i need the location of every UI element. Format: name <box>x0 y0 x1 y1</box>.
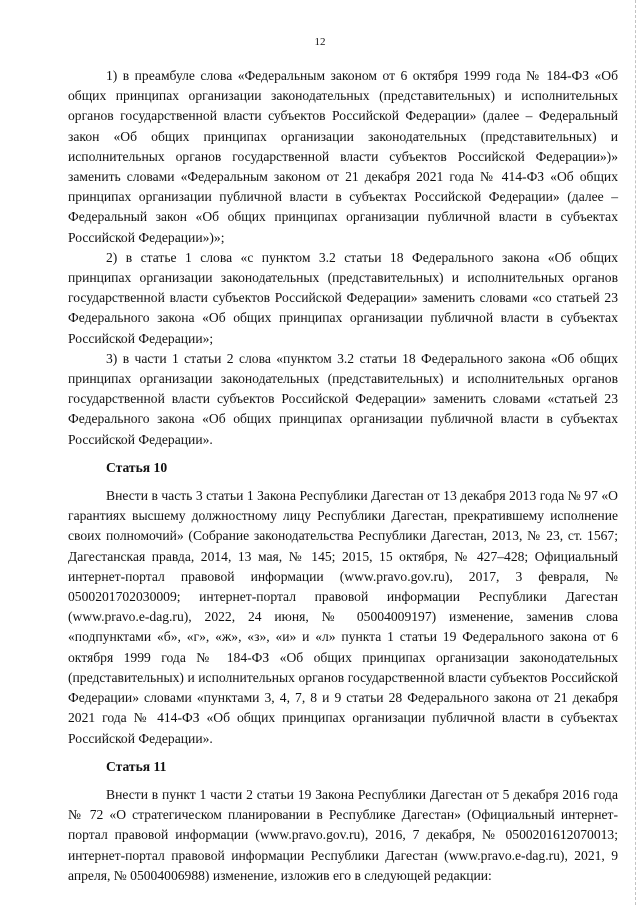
article-11-text: Внести в пункт 1 части 2 статьи 19 Закона Республики Дагестан от 5 декабря 2016 года № 72 «О стратегическом планировании в Республике Дагестан» (Официальный интернет-портал правовой информации (www.pravo.gov.ru), 2016, 7 декабря, № 0500201612070013; интернет-портал правовой информации Республики Дагестан (www.pravo.e-dag.ru), 2021, 9 апреля, № 05004006988) изменение, изложив его в следующей редакции: <box>68 786 618 883</box>
paragraph-item-3: 3) в части 1 статьи 2 слова «пунктом 3.2 статьи 18 Федерального закона «Об общих принципах организации законодательных (представительных) и исполнительных органов государственной власти субъектов Российской Федерации» заменить словами «статьей 23 Федерального закона «Об общих принципах организации публичной власти в субъектах Российской Федерации». <box>68 350 618 447</box>
page-number: 12 <box>314 36 326 48</box>
document-body <box>68 66 618 886</box>
scan-edge-line <box>634 0 636 905</box>
article-11-heading: Статья 11 <box>106 758 167 774</box>
article-10-heading: Статья 10 <box>106 459 168 475</box>
article-10-text: Внести в часть 3 статьи 1 Закона Республики Дагестан от 13 декабря 2013 года № 97 «О гарантиях высшему должностному лицу Республики Дагестан, прекратившему исполнение своих полномочий» (Собрание законодательства Республики Дагестан, 2013, № 23, ст. 1567; Дагестанская правда, 2014, 13 мая, № 145; 2015, 15 октября, № 427–428; Официальный интернет-портал правовой информации (www.pravo.gov.ru), 2017, 3 февраля, № 0500201702030009; интернет-портал правовой информации Республики Дагестан (www.pravo.e-dag.ru), 2022, 24 июня, № 05004009197) изменение, заменив слова «подпунктами «б», «г», «ж», «з», «и» и «л» пункта 1 статьи 19 Федерального закона от 6 октября 1999 года № 184-ФЗ «Об общих принципах организации законодательных (представительных) и исполнительных органов государственной власти субъектов Российской Федерации» словами «пунктами 3, 4, 7, 8 и 9 статьи 28 Федерального закона от 21 декабря 2021 года № 414-ФЗ «Об общих принципах организации публичной власти в субъектах Российской Федерации». <box>68 488 618 746</box>
paragraph-item-2: 2) в статье 1 слова «с пунктом 3.2 статьи 18 Федерального закона «Об общих принципах организации законодательных (представительных) и исполнительных органов государственной власти субъектов Российской Федерации» заменить словами «со статьей 23 Федерального закона «Об общих принципах организации публичной власти в субъектах Российской Федерации»; <box>68 249 618 346</box>
paragraph-item-1: 1) в преамбуле слова «Федеральным законом от 6 октября 1999 года № 184-ФЗ «Об общих принципах организации законодательных (представительных) и исполнительных органов государственной власти субъектов Российской Федерации» (далее – Федеральный закон «Об общих принципах организации законодательных (представительных) и исполнительных органов государственной власти субъектов Российской Федерации»)» заменить словами «Федеральным законом от 21 декабря 2021 года № 414-ФЗ «Об общих принципах организации публичной власти в субъектах Российской Федерации» (далее – Федеральный закон «Об общих принципах организации публичной власти в субъектах Российской Федерации»)»; <box>68 68 618 245</box>
